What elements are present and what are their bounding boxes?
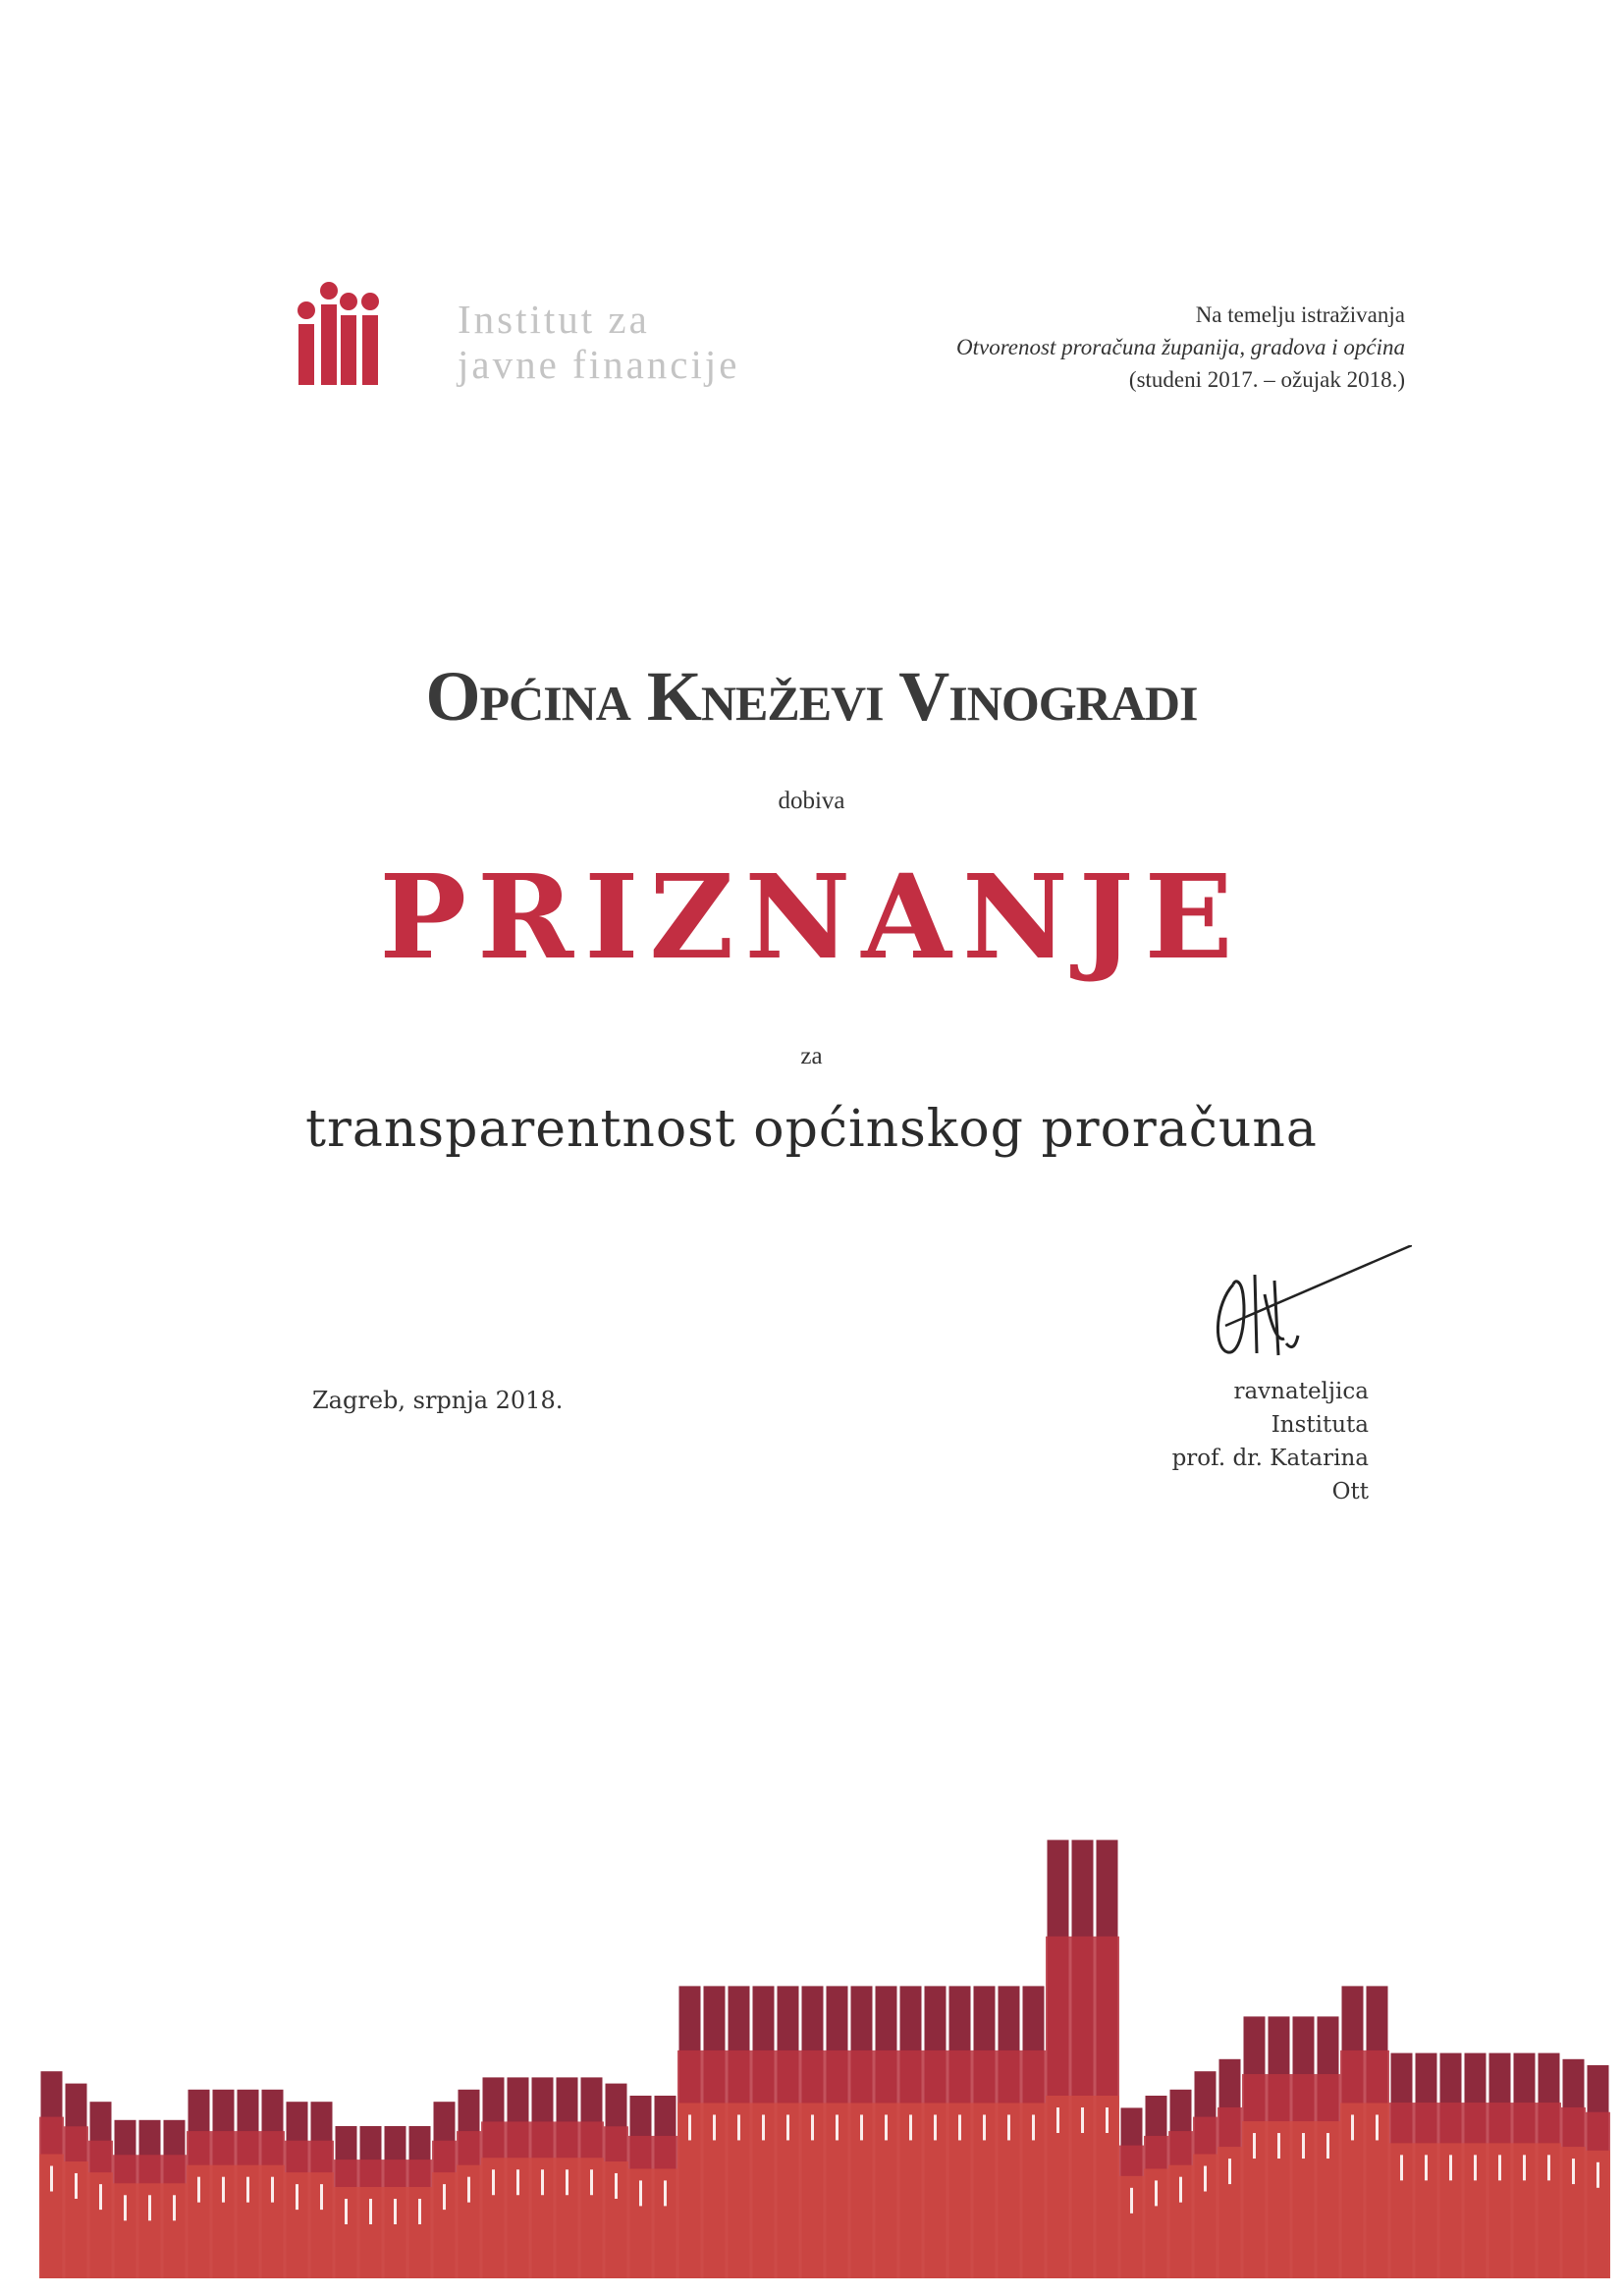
skyline-bar [530,2077,555,2278]
skyline-bar [1537,2053,1561,2278]
institute-name-line1: Institut za [458,297,650,342]
skyline-bar [1291,2016,1316,2278]
skyline-bar [1119,2107,1144,2278]
skyline-bar [481,2077,506,2278]
skyline-bar [432,2102,457,2278]
skyline-bar [260,2090,285,2278]
skyline-bar [162,2120,187,2278]
skyline-bar [137,2120,162,2278]
skyline-bar [898,1986,923,2278]
skyline-bar [88,2102,113,2278]
institute-name-line2: javne financije [458,342,740,387]
skyline-bar [211,2090,236,2278]
skyline-bar [727,1986,751,2278]
signatory-title: ravnateljica Instituta [1233,1379,1369,1438]
research-intro: Na temelju istraživanja [1195,302,1405,327]
skyline-bar [1021,1986,1046,2278]
skyline-bar [407,2126,432,2278]
signatory [1129,1375,1369,1508]
skyline-bar [874,1986,898,2278]
institute-name [458,297,739,387]
skyline-bar [555,2077,579,2278]
skyline-bar [825,1986,849,2278]
skyline-bar [947,1986,972,2278]
skyline-bar [1438,2053,1463,2278]
skyline-bar [1193,2071,1217,2278]
skyline-bar [1046,1840,1070,2278]
skyline-bar [800,1986,825,2278]
skyline-bar [64,2084,88,2278]
signature-icon [1196,1245,1412,1373]
skyline-bar [285,2102,309,2278]
skyline-bar [1365,1986,1389,2278]
skyline-bar [113,2120,137,2278]
skyline-bar [1095,1840,1119,2278]
award-reason: transparentnost općinskog proračuna [305,1100,1318,1159]
skyline-bar [1561,2059,1586,2278]
skyline-bar [1168,2090,1193,2278]
place-and-date: Zagreb, srpnja 2018. [312,1387,564,1414]
decorative-skyline [39,1669,1610,2278]
skyline-bar [1463,2053,1488,2278]
skyline-bar [506,2077,530,2278]
skyline-bar [1070,1840,1095,2278]
skyline-bar [702,1986,727,2278]
skyline-bar [1217,2059,1242,2278]
institute-logo-icon [287,281,385,385]
skyline-bar [334,2126,358,2278]
skyline-bar [653,2096,677,2278]
skyline-bar [1512,2053,1537,2278]
skyline-bar [358,2126,383,2278]
connector-for: za [800,1043,823,1069]
skyline-bar [628,2096,653,2278]
research-reference [956,299,1405,396]
skyline-bar [849,1986,874,2278]
skyline-bar [383,2126,407,2278]
skyline-bar [39,2071,64,2278]
skyline-bar [1389,2053,1414,2278]
skyline-bar [677,1986,702,2278]
skyline-bar [309,2102,334,2278]
skyline-bar [604,2084,628,2278]
connector-receives: dobiva [778,788,845,814]
signatory-name: prof. dr. Katarina Ott [1171,1446,1369,1504]
skyline-bar [236,2090,260,2278]
skyline-bar [1316,2016,1340,2278]
skyline-bar [923,1986,947,2278]
skyline-bar [751,1986,776,2278]
skyline-bar [1267,2016,1291,2278]
skyline-bar [776,1986,800,2278]
skyline-bar [1144,2096,1168,2278]
skyline-bar [1586,2065,1610,2278]
award-title: PRIZNANJE [379,848,1244,985]
skyline-bar [1340,1986,1365,2278]
skyline-bar [1414,2053,1438,2278]
skyline-bar [457,2090,481,2278]
research-study-title: Otvorenost proračuna županija, gradova i općina [956,335,1405,359]
skyline-bar [972,1986,997,2278]
skyline-bar [1242,2016,1267,2278]
skyline-bar [579,2077,604,2278]
research-period: (studeni 2017. – ožujak 2018.) [1128,367,1405,392]
recipient-name: Općina Kneževi Vinogradi [425,657,1198,736]
skyline-bar [997,1986,1021,2278]
skyline-bar [187,2090,211,2278]
skyline-bar [1488,2053,1512,2278]
